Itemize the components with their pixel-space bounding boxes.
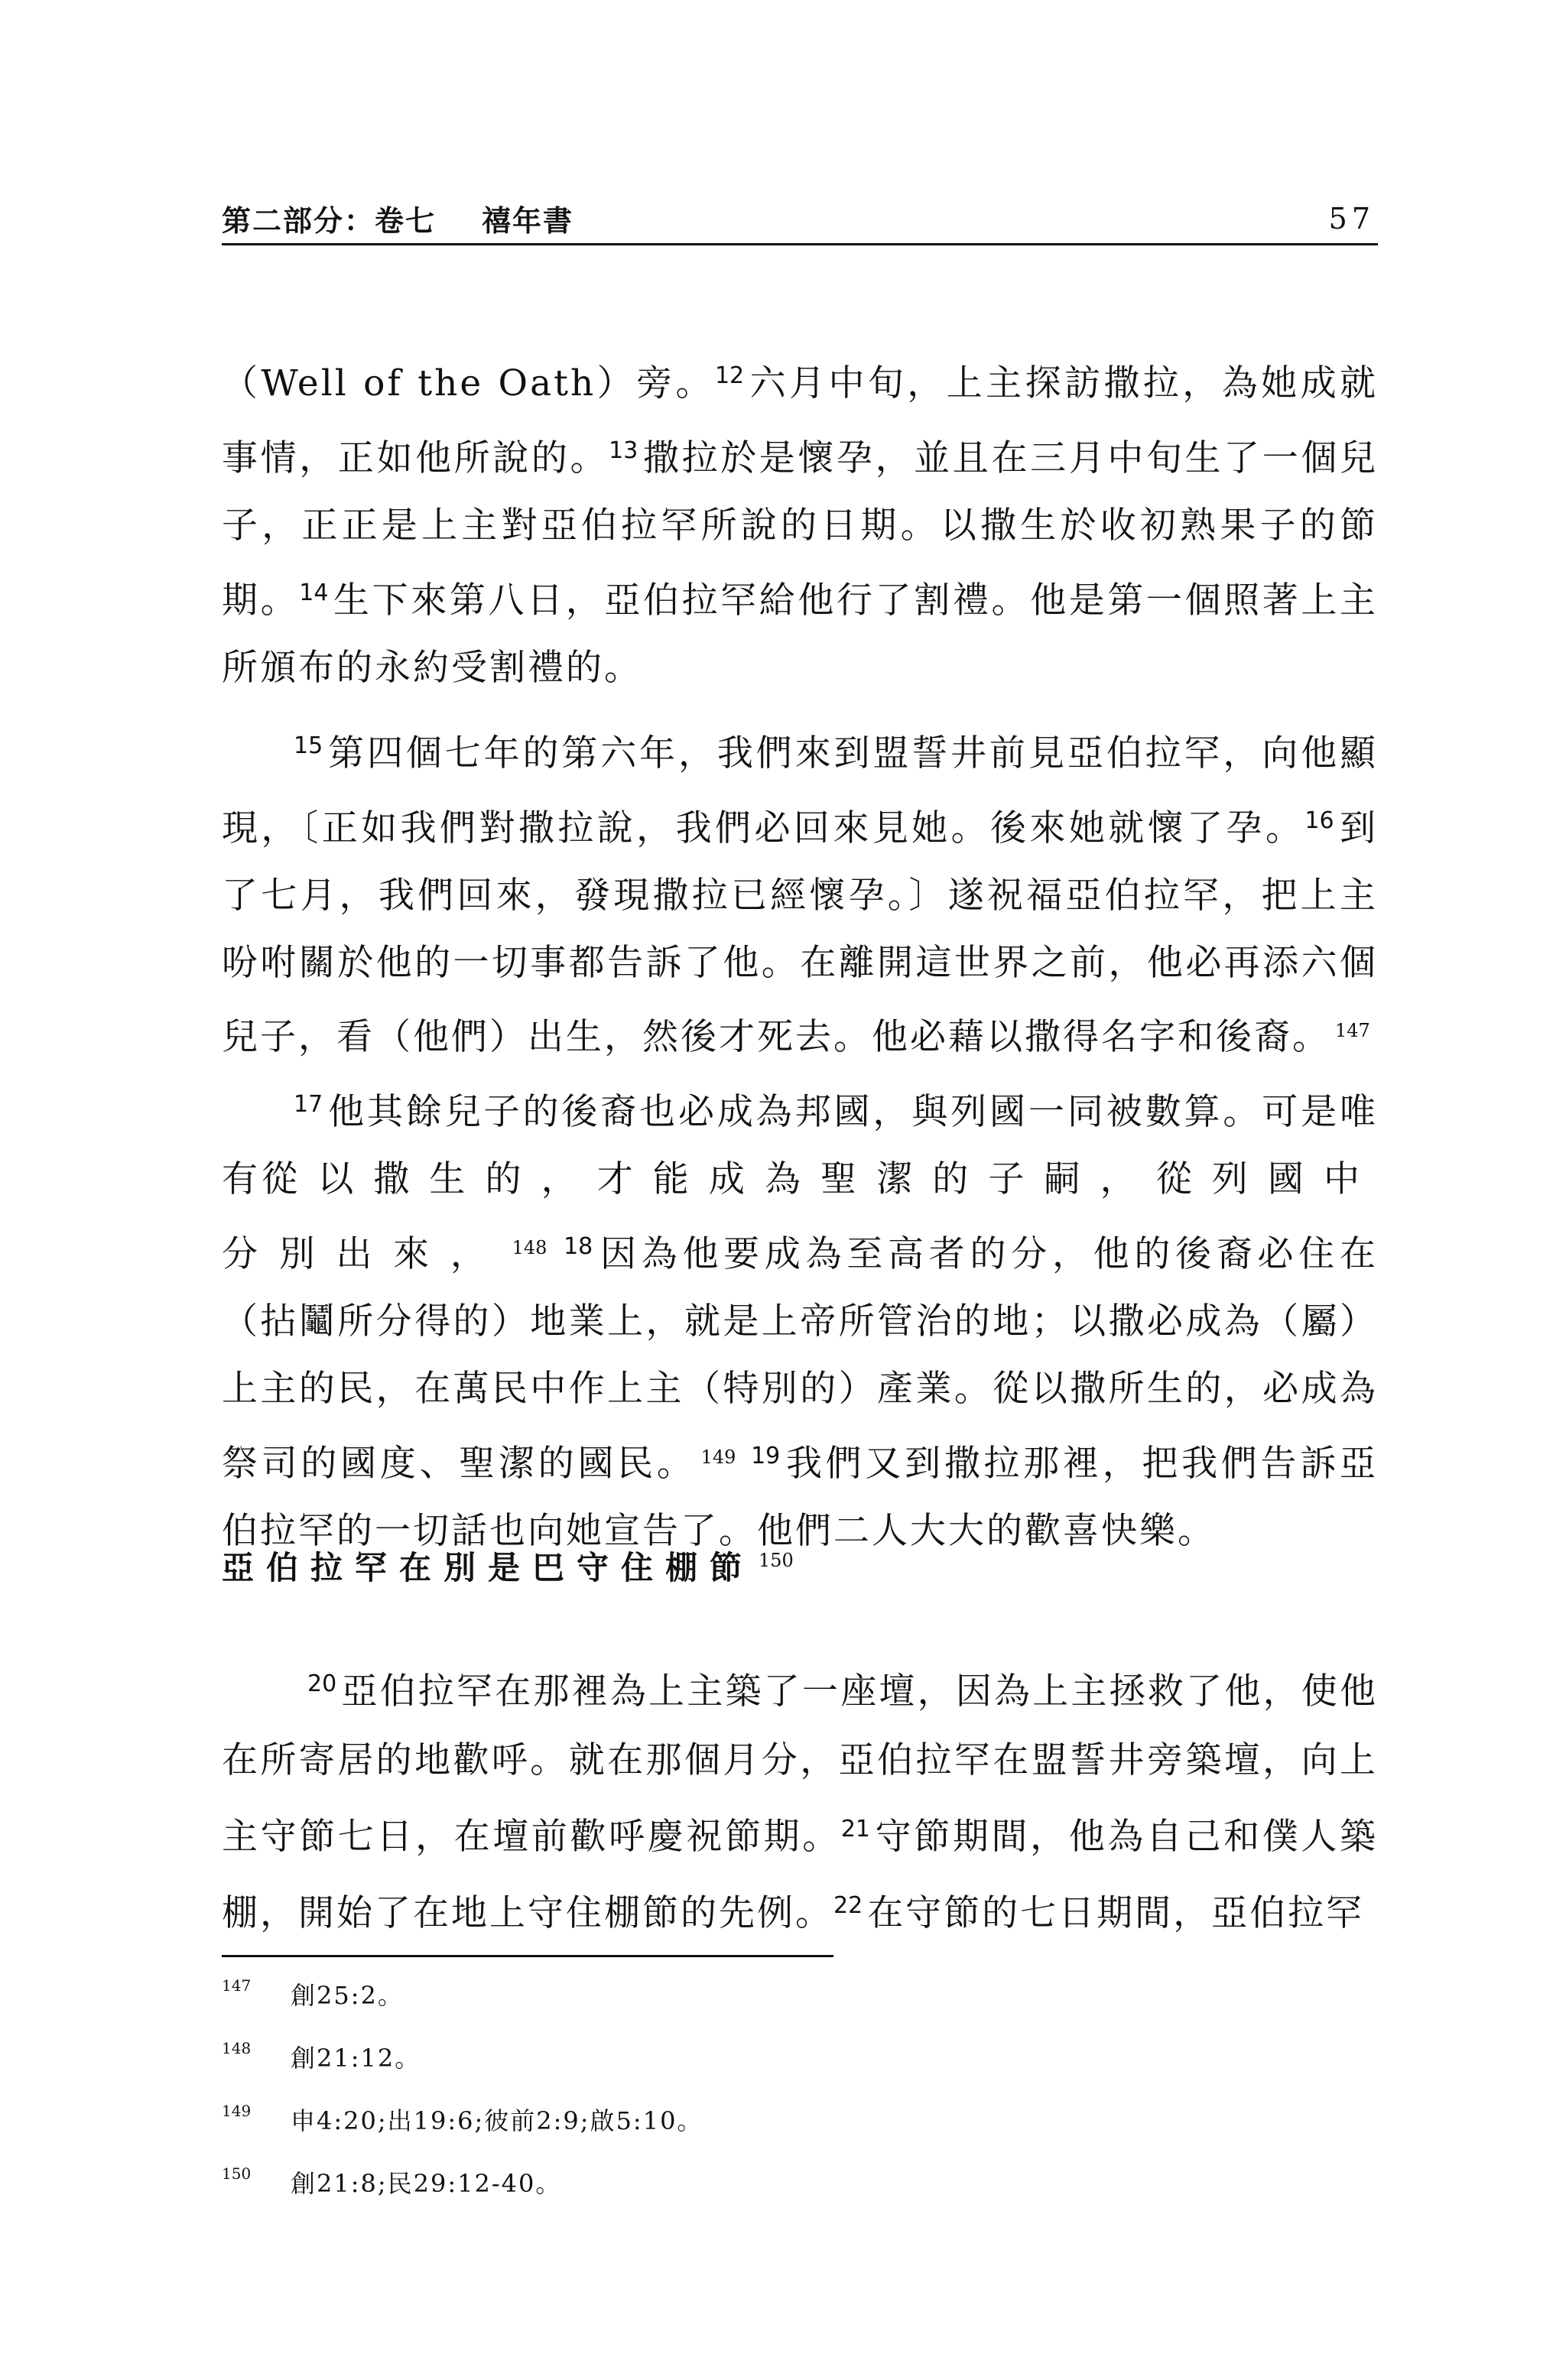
text-run: 生下來第八日，亞伯拉罕給他行了割禮。他是第一個照著上主所頒布的永約受割禮的。 [222, 580, 1379, 689]
footnote-text: 創25:2。 [291, 1981, 404, 2010]
text-run: （Well of the Oath）旁。 [222, 362, 715, 404]
verse-number: 12 [714, 362, 745, 389]
header-part: 第二部分：卷七 [222, 204, 437, 238]
verse-number: 15 [294, 732, 323, 759]
verse-number: 19 [751, 1443, 781, 1469]
text-run: 我們又到撒拉那裡，把我們告訴亞伯拉罕的一切話也向她宣告了。他們二人大大的歡喜快樂。 [222, 1443, 1378, 1552]
section-heading-text: 亞伯拉罕在別是巴守住棚節 [222, 1549, 755, 1586]
text-run: 第四個七年的第六年，我們來到盟誓井前見亞伯拉罕，向他顯現，〔正如我們對撒拉說，我們必回來見她。後來她就懷了孕。 [222, 732, 1378, 849]
text-run: 守節期間，他為自己和僕人築棚，開始了在地上守住棚節的先例。 [222, 1816, 1378, 1934]
footnote [222, 1976, 1139, 2039]
text-run: 亞伯拉罕在那裡為上主築了一座壇，因為上主拯救了他，使他在所寄居的地歡呼。就在那個月分，亞伯拉罕在盟誓井旁築壇，向上主守節七日，在壇前歡呼慶祝節期。 [222, 1671, 1378, 1858]
footnote-number: 149 [222, 2102, 252, 2120]
footnote-ref[interactable]: 148 [512, 1237, 547, 1258]
footnotes [222, 1976, 1139, 2227]
footnote-divider [222, 1955, 833, 1957]
paragraph-3 [222, 1071, 1378, 1565]
page-number: 57 [1328, 202, 1375, 235]
footnote-text: 申4:20;出19:6;彼前2:9;啟5:10。 [291, 2106, 703, 2135]
footnote-ref[interactable]: 150 [759, 1550, 794, 1571]
footnote [222, 2164, 1139, 2227]
verse-number: 20 [307, 1671, 337, 1697]
text-run: 撒拉於是懷孕，並且在三月中旬生了一個兒子，正正是上主對亞伯拉罕所說的日期。以撒生於收初熟果子的節期。 [222, 437, 1379, 622]
text-run: 六月中旬，上主探訪撒拉，為她成就事情，正如他所說的。 [222, 362, 1378, 479]
footnote-number: 147 [222, 1976, 252, 1995]
body-text-section [222, 1650, 1378, 1948]
footnote-number: 150 [222, 2164, 252, 2183]
footnote-number: 148 [222, 2039, 252, 2057]
footnote-ref[interactable]: 147 [1335, 1020, 1370, 1041]
header-book: 禧年書 [482, 204, 574, 238]
text-run: 他其餘兒子的後裔也必成為邦國，與列國一同被數算。可是唯有 [222, 1091, 1378, 1200]
verse-number: 17 [294, 1091, 323, 1118]
verse-number: 18 [564, 1233, 593, 1260]
text-run: 因為他要成為至高者的分，他的後裔必住在（拈鬮所分得的）地業上，就是上帝所管治的地；以撒必成為（屬）上主的民，在萬民中作上主（特別的）產業。從以撒所生的，必成為祭司的國度、聖潔的國民。 [222, 1233, 1378, 1485]
footnote-ref[interactable]: 149 [700, 1447, 736, 1468]
footnote-text: 創21:12。 [291, 2044, 421, 2073]
text-run: 從以撒生的，才能成為聖潔的子嗣，從列國中分別出來， [222, 1158, 1379, 1275]
text-run: 在守節的七日期間，亞伯拉罕 [867, 1892, 1365, 1934]
header-title [222, 197, 573, 239]
verse-number: 22 [833, 1892, 863, 1919]
paragraph-1 [222, 343, 1378, 702]
section-heading [222, 1543, 1378, 1589]
footnote-text: 創21:8;民29:12-40。 [291, 2169, 562, 2198]
verse-number: 16 [1304, 807, 1334, 834]
running-header [222, 197, 1378, 245]
paragraph-4 [222, 1650, 1378, 1948]
verse-number: 13 [609, 437, 638, 464]
body-text [222, 343, 1378, 1565]
verse-number: 21 [840, 1816, 871, 1843]
text-run: 到了七月，我們回來，發現撒拉已經懷孕。〕遂祝福亞伯拉罕，把上主吩咐關於他的一切事都告訴了他。在離開這世界之前，他必再添六個兒子，看（他們）出生，然後才死去。他必藉以撒得名字和後裔。 [222, 807, 1379, 1058]
verse-number: 14 [299, 580, 329, 606]
footnote [222, 2102, 1139, 2164]
footnote [222, 2039, 1139, 2102]
paragraph-2 [222, 713, 1378, 1071]
